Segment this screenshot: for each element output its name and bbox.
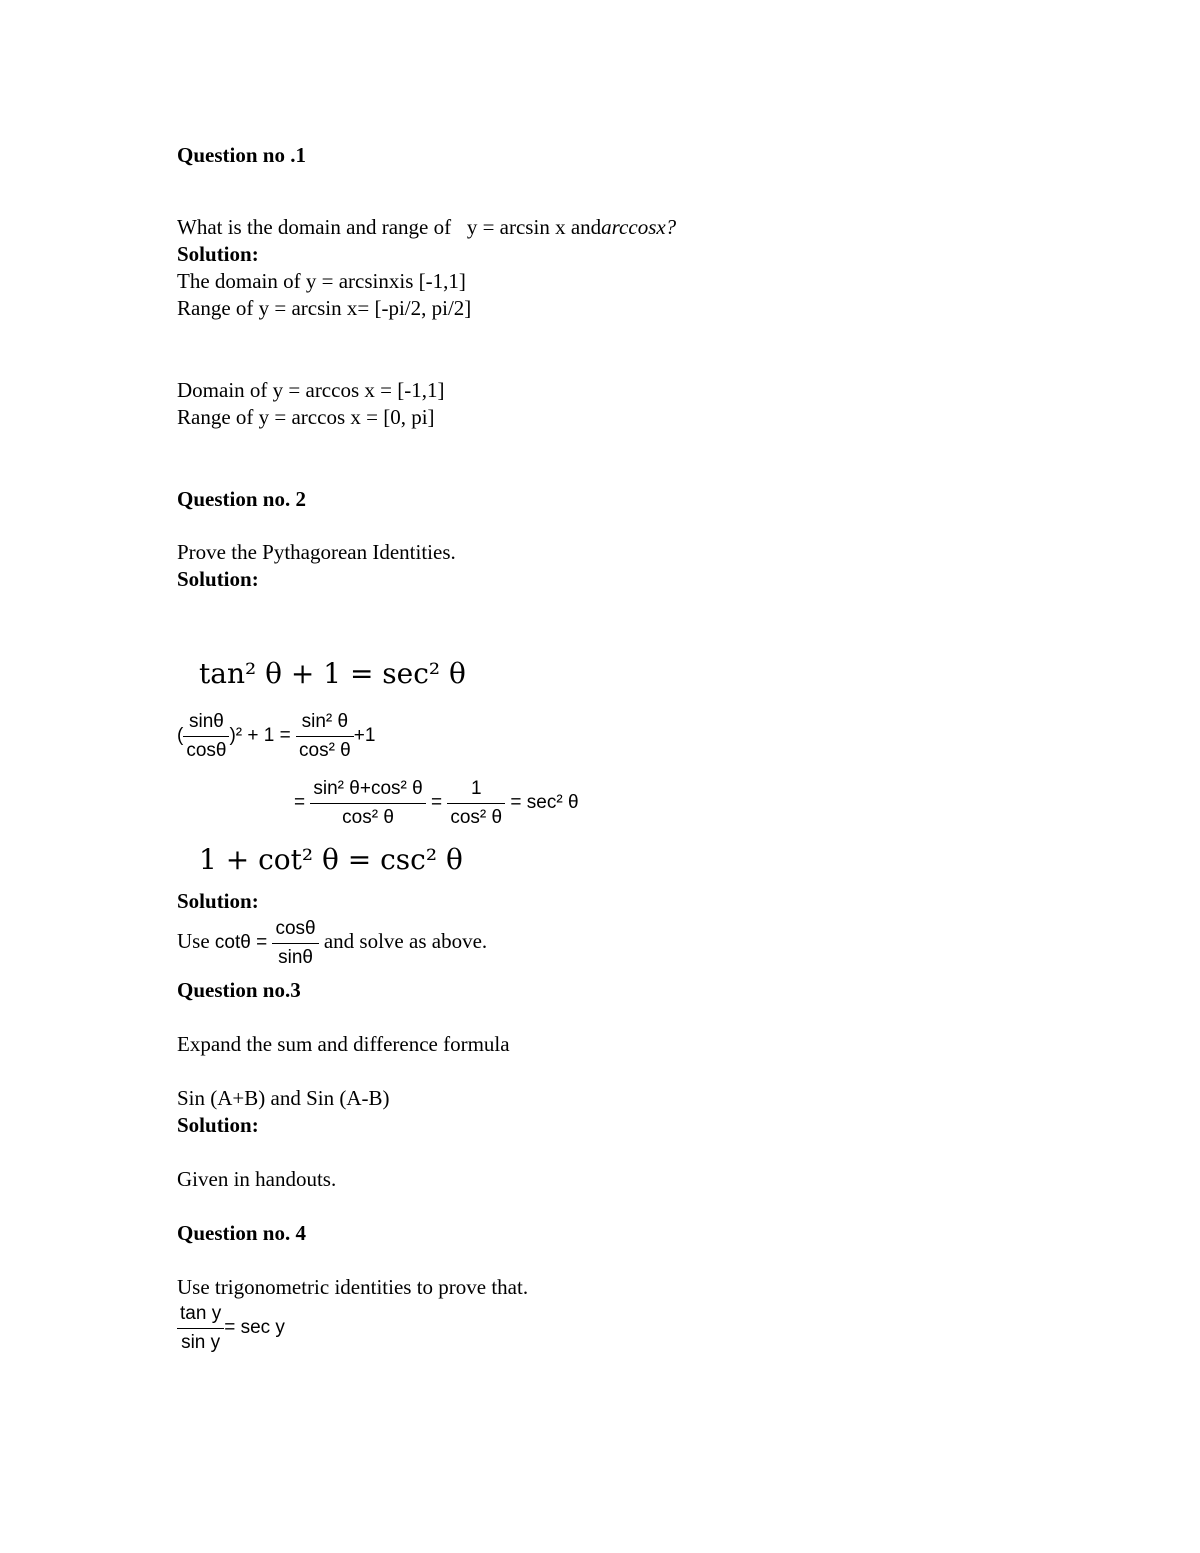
q1-heading: Question no .1: [177, 143, 306, 167]
q2-question: Prove the Pythagorean Identities.: [177, 540, 456, 564]
proof-step-2: [294, 775, 579, 831]
cos-over-sin-fraction: [272, 915, 318, 971]
q3-question: Expand the sum and difference formula: [177, 1032, 510, 1056]
frac-numerator: cosθ: [272, 915, 318, 944]
frac-denominator: sin y: [181, 1331, 221, 1353]
use-cot-line: [177, 915, 487, 971]
q4-heading: Question no. 4: [177, 1221, 306, 1245]
q1-question-eq: y = arcsin x: [466, 215, 566, 239]
q2-solution2-label: Solution:: [177, 889, 259, 913]
q4-question: Use trigonometric identities to prove that.: [177, 1275, 529, 1299]
use-pre: Use: [177, 928, 210, 953]
frac-denominator: cos² θ: [342, 806, 394, 828]
q4-identity: [177, 1300, 285, 1356]
sum-over-cos2-fraction: [310, 775, 425, 831]
cot-expression: cotθ =: [214, 931, 268, 953]
tan-over-sin-fraction: [177, 1300, 224, 1356]
sin2-over-cos2-fraction: [296, 708, 354, 764]
frac-numerator: sinθ: [183, 708, 229, 737]
frac-numerator: 1: [447, 775, 505, 804]
q1-line3: Domain of y = arccos x = [-1,1]: [177, 378, 445, 402]
q3-heading: Question no.3: [177, 978, 301, 1002]
q1-question-and: and: [570, 215, 602, 239]
frac-numerator: sin² θ+cos² θ: [310, 775, 425, 804]
q1-solution-label: Solution:: [177, 242, 259, 266]
q1-question-pre: What is the domain and range of: [177, 215, 452, 239]
frac-denominator: sinθ: [278, 946, 313, 968]
identity-cot-csc: 1 + cot² θ = csc² θ: [199, 843, 463, 876]
sin-over-cos-fraction: [183, 708, 229, 764]
step1-tail: +1: [353, 725, 376, 747]
step2-tail: = sec² θ: [510, 792, 579, 814]
q4-rhs: = sec y: [224, 1317, 285, 1339]
q1-line4: Range of y = arccos x = [0, pi]: [177, 405, 435, 429]
step1-close-pow: )² + 1 =: [229, 725, 291, 747]
q1-question: [177, 217, 676, 238]
q3-answer: Given in handouts.: [177, 1167, 337, 1191]
q1-question-post: arccosx?: [601, 215, 677, 239]
step2-eq2: =: [430, 792, 443, 814]
frac-denominator: cosθ: [186, 739, 227, 761]
frac-denominator: cos² θ: [299, 739, 351, 761]
proof-step-1: [177, 708, 375, 764]
q3-solution-label: Solution:: [177, 1113, 259, 1137]
use-post: and solve as above.: [323, 928, 488, 953]
step1-open: (: [177, 725, 184, 747]
frac-numerator: tan y: [177, 1300, 224, 1329]
frac-denominator: cos² θ: [450, 806, 503, 828]
frac-numerator: sin² θ: [296, 708, 354, 737]
q1-line2: Range of y = arcsin x= [-pi/2, pi/2]: [177, 296, 472, 320]
q2-solution-label: Solution:: [177, 567, 259, 591]
q1-line1: The domain of y = arcsinxis [-1,1]: [177, 269, 466, 293]
q3-formula: Sin (A+B) and Sin (A-B): [177, 1086, 390, 1110]
q2-heading: Question no. 2: [177, 487, 306, 511]
identity-tan-sec: tan² θ + 1 = sec² θ: [199, 657, 466, 690]
one-over-cos2-fraction: [447, 775, 505, 831]
step2-eq: =: [294, 792, 306, 814]
